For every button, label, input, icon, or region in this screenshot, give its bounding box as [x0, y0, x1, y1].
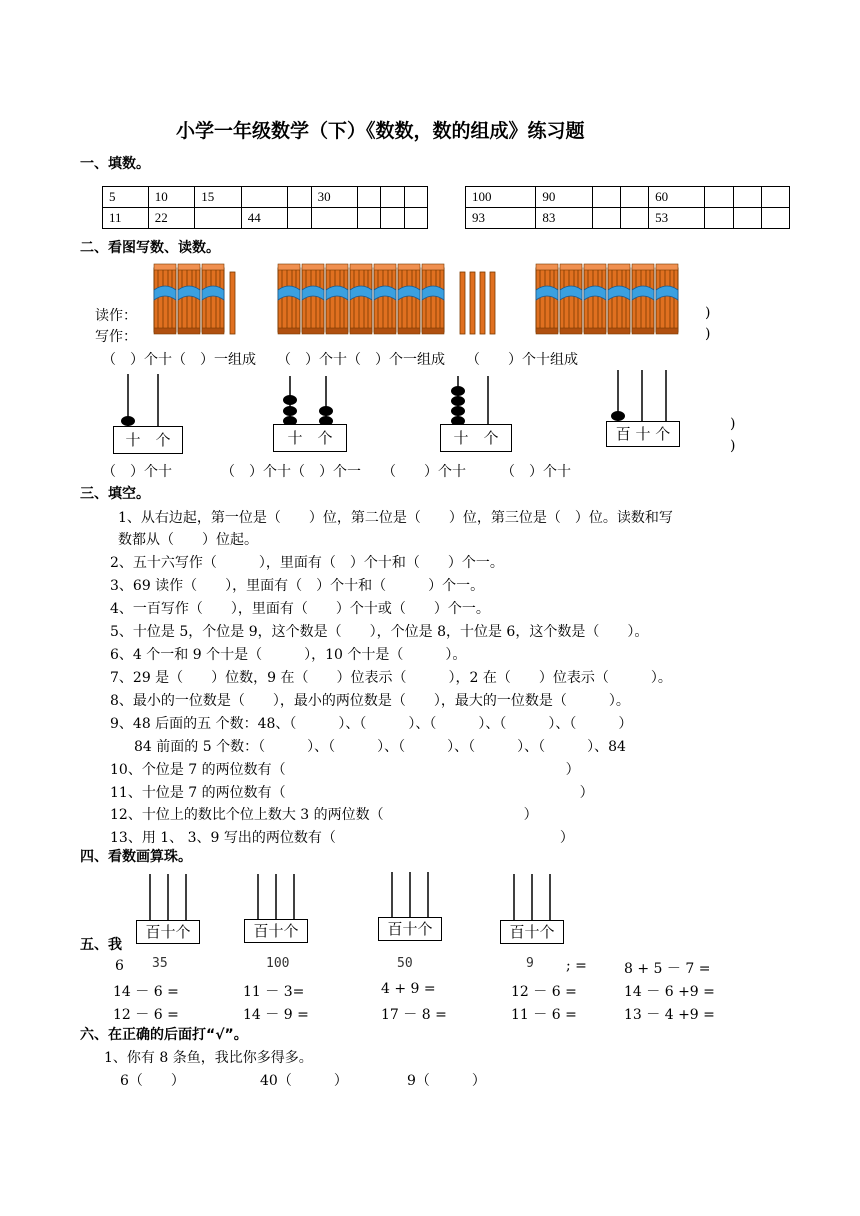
abacus-paren-2: )	[730, 438, 736, 454]
table-cell	[288, 187, 311, 208]
question-item: 84 前面的 5 个数：（ ）、（ ）、（ ）、（ ）、（ ）、84	[134, 739, 626, 755]
table-cell: 15	[195, 187, 242, 208]
question-item: 2、五十六写作（ ），里面有（ ）个十和（ ）个一。	[110, 555, 504, 571]
table-cell: 11	[103, 208, 149, 229]
table-cell: 90	[536, 187, 592, 208]
question-item: 1、从右边起，第一位是（ ）位，第二位是（ ）位，第三位是（ ）位。读数和写	[118, 510, 673, 526]
abacus-box-2: 百十个	[244, 919, 308, 943]
table-cell: 93	[466, 208, 536, 229]
table-cell: 83	[536, 208, 592, 229]
fill-number-table-left	[102, 186, 428, 229]
table-cell	[358, 187, 381, 208]
question-item: 8、最小的一位数是（ ），最小的两位数是（ ），最大的一位数是（ ）。	[110, 693, 630, 709]
table-cell: 5	[103, 187, 149, 208]
calc-expression: 4 + 9 =	[381, 981, 436, 997]
abacus-number-2: 100	[266, 956, 290, 971]
calc-expression: 13 － 4 +9 =	[624, 1007, 715, 1023]
option-3: 9（ ）	[407, 1073, 486, 1089]
table-cell	[311, 208, 358, 229]
question-6-1: 1、你有 8 条鱼，我比你多得多。	[104, 1050, 313, 1066]
table-cell	[761, 208, 789, 229]
abacus-4-label: 百 十 个	[606, 421, 680, 447]
abacus-box-1: 百十个	[136, 920, 200, 944]
question-item: 12、十位上的数比个位上数大 3 的两位数（ ）	[110, 807, 538, 823]
abacus-box-3: 百十个	[378, 917, 442, 941]
calc-expression: 12 － 6 =	[113, 1007, 179, 1023]
abacus-box-4: 百十个	[500, 920, 564, 944]
section-4-heading: 四、看数画算珠。	[80, 849, 192, 865]
table-cell: 60	[649, 187, 705, 208]
calc-expression: 17 － 8 =	[381, 1007, 447, 1023]
question-item: 9、48 后面的五 个数：48、（ ）、（ ）、（ ）、（ ）、（ ）	[110, 716, 633, 732]
table-cell	[404, 187, 427, 208]
table-cell	[705, 187, 733, 208]
calc-row-1-b: ; =	[566, 958, 587, 974]
question-item: 3、69 读作（ ），里面有（ ）个十和（ ）个一。	[110, 578, 485, 594]
option-1: 6（ ）	[120, 1073, 185, 1089]
section-5-heading: 五、我	[80, 937, 122, 953]
question-item: 5、十位是 5，个位是 9，这个数是（ ），个位是 8，十位是 6，这个数是（ ）。	[110, 624, 649, 640]
abacus-1-label: 十 个	[113, 426, 183, 454]
abacus-3-label: 十 个	[440, 424, 512, 452]
table-cell	[241, 187, 288, 208]
bundles-of-sticks-illustration	[150, 262, 680, 342]
table-cell: 22	[148, 208, 195, 229]
table-cell	[288, 208, 311, 229]
composition-line-1: （ ）个十（ ）一组成 （ ）个十（ ）个一组成 （ ）个十组成	[102, 352, 578, 368]
table-cell	[404, 208, 427, 229]
write-paren: )	[705, 326, 711, 342]
read-paren: )	[705, 305, 711, 321]
table-cell	[761, 187, 789, 208]
table-cell: 53	[649, 208, 705, 229]
table-cell: 30	[311, 187, 358, 208]
table-cell: 44	[241, 208, 288, 229]
section-3-heading: 三、填空。	[80, 486, 150, 502]
question-item: 11、十位是 7 的两位数有（ ）	[110, 785, 594, 801]
abacus-number-4: 9	[526, 956, 534, 971]
abacus-number-1: 35	[152, 956, 168, 971]
calc-expression: 14 － 6 +9 =	[624, 984, 715, 1000]
question-item: 6、4 个一和 9 个十是（ ），10 个十是（ ）。	[110, 647, 467, 663]
fill-number-table-right	[465, 186, 790, 229]
table-cell	[592, 208, 620, 229]
table-cell	[195, 208, 242, 229]
table-cell	[733, 208, 761, 229]
calc-expression: 14 － 9 =	[243, 1007, 309, 1023]
question-item: 13、用 1、 3、9 写出的两位数有（ ）	[110, 830, 574, 846]
table-cell	[381, 187, 404, 208]
option-2: 40（ ）	[260, 1073, 348, 1089]
calc-row-1-c: 8 + 5 － 7 =	[624, 961, 711, 977]
table-cell	[620, 187, 648, 208]
page-title: 小学一年级数学（下）《数数，数的组成》练习题	[176, 120, 585, 142]
section-1-heading: 一、填数。	[80, 156, 150, 172]
write-as-label: 写作：	[95, 329, 137, 345]
table-cell: 10	[148, 187, 195, 208]
table-cell	[733, 187, 761, 208]
question-item: 7、29 是（ ）位数，9 在（ ）位表示（ ），2 在（ ）位表示（ ）。	[110, 670, 672, 686]
composition-line-2: （ ）个十 （ ）个十（ ）个一 （ ）个十 （ ）个十	[102, 464, 571, 480]
empty-abacus-rods	[130, 870, 580, 922]
table-cell	[592, 187, 620, 208]
read-as-label: 读作：	[95, 308, 137, 324]
calc-expression: 11 － 6 =	[511, 1007, 577, 1023]
table-cell: 100	[466, 187, 536, 208]
table-cell	[620, 208, 648, 229]
calc-row-1-a: 6	[115, 958, 124, 974]
calc-expression: 14 － 6 =	[113, 984, 179, 1000]
table-cell	[381, 208, 404, 229]
abacus-paren-1: )	[730, 416, 736, 432]
table-cell	[705, 208, 733, 229]
abacus-number-3: 50	[397, 956, 413, 971]
calc-expression: 12 － 6 =	[511, 984, 577, 1000]
question-item: 数都从（ ）位起。	[118, 532, 258, 548]
abacus-2-label: 十 个	[273, 424, 347, 452]
question-item: 4、一百写作（ ），里面有（ ）个十或（ ）个一。	[110, 601, 490, 617]
calc-expression: 11 － 3=	[243, 984, 305, 1000]
table-cell	[358, 208, 381, 229]
question-item: 10、个位是 7 的两位数有（ ）	[110, 762, 580, 778]
section-2-heading: 二、看图写数、读数。	[80, 240, 220, 256]
section-6-heading: 六、在正确的后面打“√”。	[80, 1027, 248, 1043]
